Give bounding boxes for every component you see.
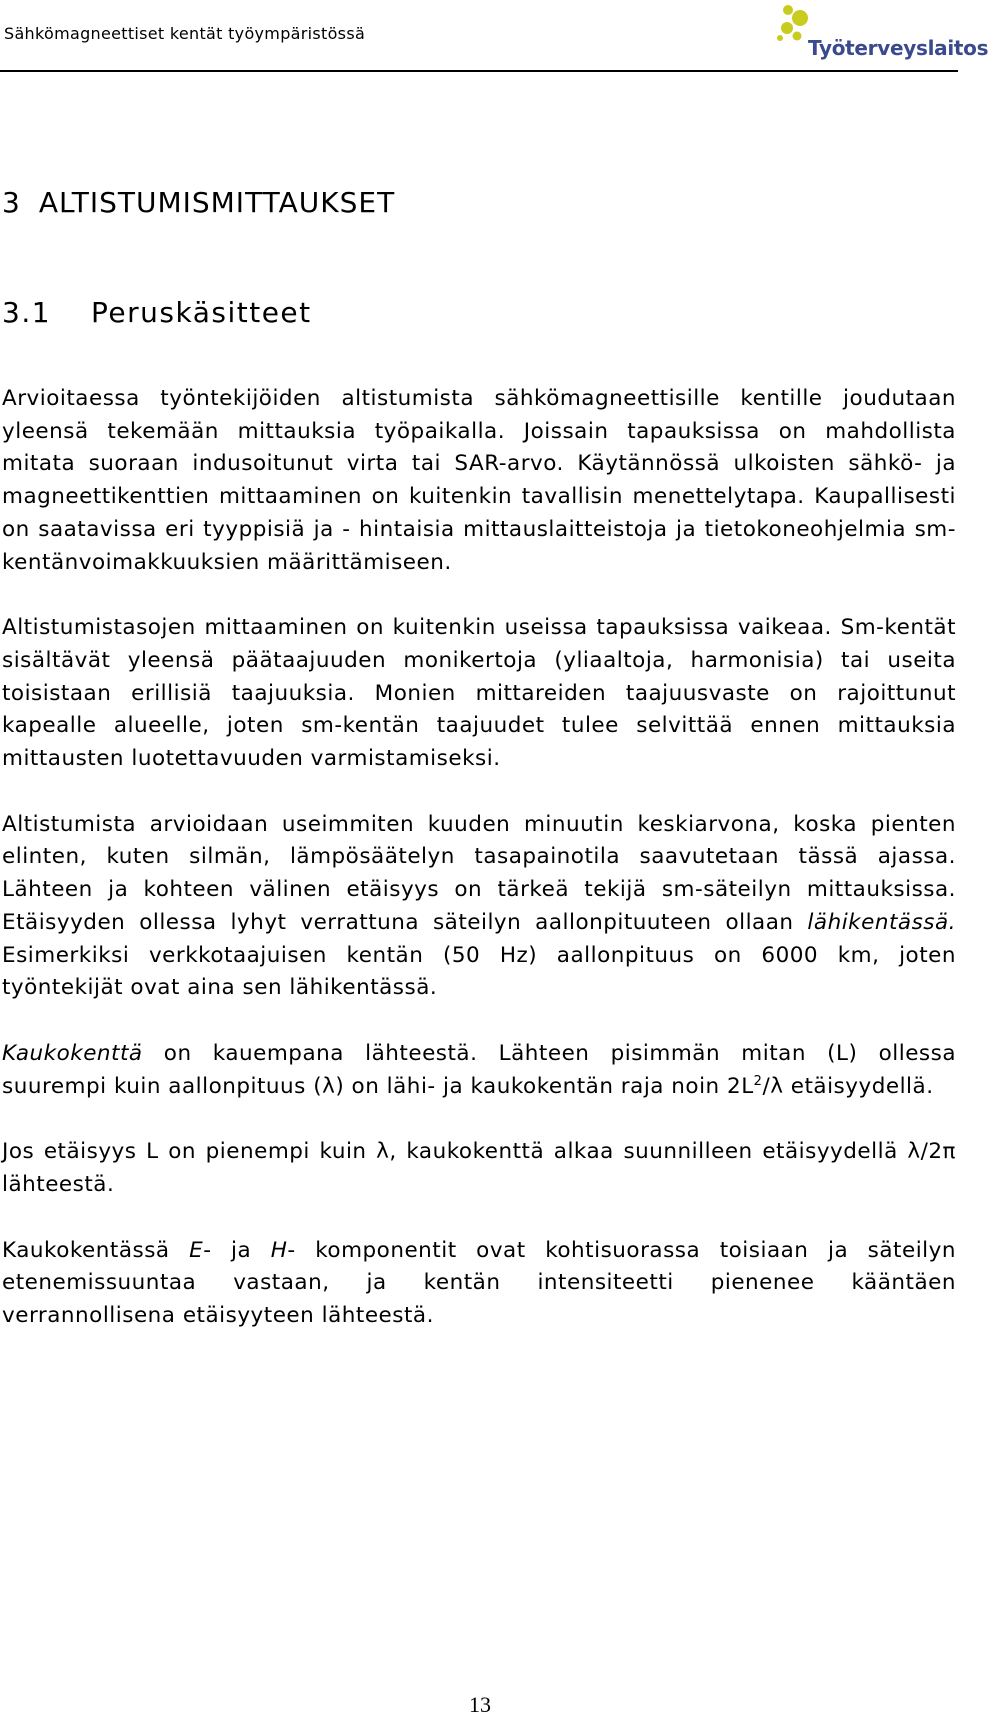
emphasis-term: Kaukokenttä bbox=[2, 1040, 143, 1066]
page-header bbox=[0, 0, 988, 72]
page-number: 13 bbox=[469, 1692, 491, 1717]
paragraph-text: on kauempana lähteestä. Lähteen pisimmän mitan (L) ollessa suurempi kuin aallonpituus (λ) on lähi- ja kaukokentän raja noin 2L bbox=[2, 1040, 956, 1099]
paragraph-text: /λ etäisyydellä. bbox=[762, 1073, 934, 1099]
subsection-heading bbox=[2, 296, 312, 329]
header-divider bbox=[0, 70, 958, 72]
paragraph-text: Esimerkiksi verkkotaajuisen kentän (50 Hz) aallonpituus on 6000 km, joten työntekijät ovat aina sen lähikentässä. bbox=[2, 942, 956, 1001]
header-title: Sähkömagneettiset kentät työympäristössä bbox=[4, 24, 366, 43]
emphasis-term: lähikentässä. bbox=[807, 909, 956, 935]
paragraph: Jos etäisyys L on pienempi kuin λ, kaukokenttä alkaa suunnilleen etäisyydellä λ/2π lähteestä. bbox=[2, 1139, 956, 1198]
tyoterveyslaitos-logo bbox=[770, 4, 988, 64]
paragraph bbox=[2, 809, 956, 1005]
paragraph: Arvioitaessa työntekijöiden altistumista sähkömagneettisille kentille joudutaan yleensä tekemään mittauksia työpaikalla. Joissain tapauksissa on mahdollista mitata suoraan indusoitunut virta tai SAR-arvo. Käytännössä ulkoisten sähkö- ja magneettikenttien mittaaminen on kuitenkin tavallisin menettelytapa. Kaupallisesti on saatavissa eri tyyppisiä ja - hintaisia mittauslaitteistoja ja tietokoneohjelmia sm-kentänvoimakkuuksien määrittämiseen. bbox=[2, 386, 956, 575]
subsection-number: 3.1 bbox=[2, 296, 52, 329]
paragraph-text: Altistumista arvioidaan useimmiten kuuden minuutin keskiarvona, koska pienten elinten, kuten silmän, lämpösäätelyn tasapainotila saavutetaan tässä ajassa. Lähteen ja kohteen välinen etäisyys on tärkeä tekijä sm-säteilyn mittauksissa. Etäisyyden ollessa lyhyt verrattuna säteilyn aallonpituuteen ollaan bbox=[2, 811, 956, 935]
section-title: ALTISTUMISMITTAUKSET bbox=[38, 186, 396, 219]
paragraph: Altistumistasojen mittaaminen on kuitenkin useissa tapauksissa vaikeaa. Sm-kentät sisältävät yleensä päätaajuuden monikertoja (yliaaltoja, harmonisia) tai useita toisistaan erillisiä taajuuksia. Monien mittareiden taajuusvaste on rajoittunut kapealle alueelle, joten sm-kentän taajuudet tulee selvittää ennen mittauksia mittausten luotettavuuden varmistamiseksi. bbox=[2, 615, 956, 772]
section-heading bbox=[2, 186, 395, 219]
emphasis-term: E bbox=[189, 1237, 204, 1263]
body-text bbox=[2, 383, 956, 1366]
paragraph-text: Kaukokentässä bbox=[2, 1237, 190, 1263]
paragraph bbox=[2, 1235, 956, 1333]
emphasis-term: H bbox=[270, 1237, 288, 1263]
subsection-title: Peruskäsitteet bbox=[91, 296, 312, 329]
section-number: 3 bbox=[2, 186, 21, 219]
superscript: 2 bbox=[753, 1073, 763, 1089]
paragraph-text: - komponentit ovat kohtisuorassa toisiaan ja säteilyn etenemissuuntaa vastaan, ja kentän intensiteetti pienenee kääntäen verrannollisena etäisyyteen lähteestä. bbox=[2, 1237, 956, 1329]
paragraph bbox=[2, 1038, 956, 1103]
paragraph-text: - ja bbox=[203, 1237, 271, 1263]
logo-text: Työterveyslaitos bbox=[808, 36, 988, 60]
